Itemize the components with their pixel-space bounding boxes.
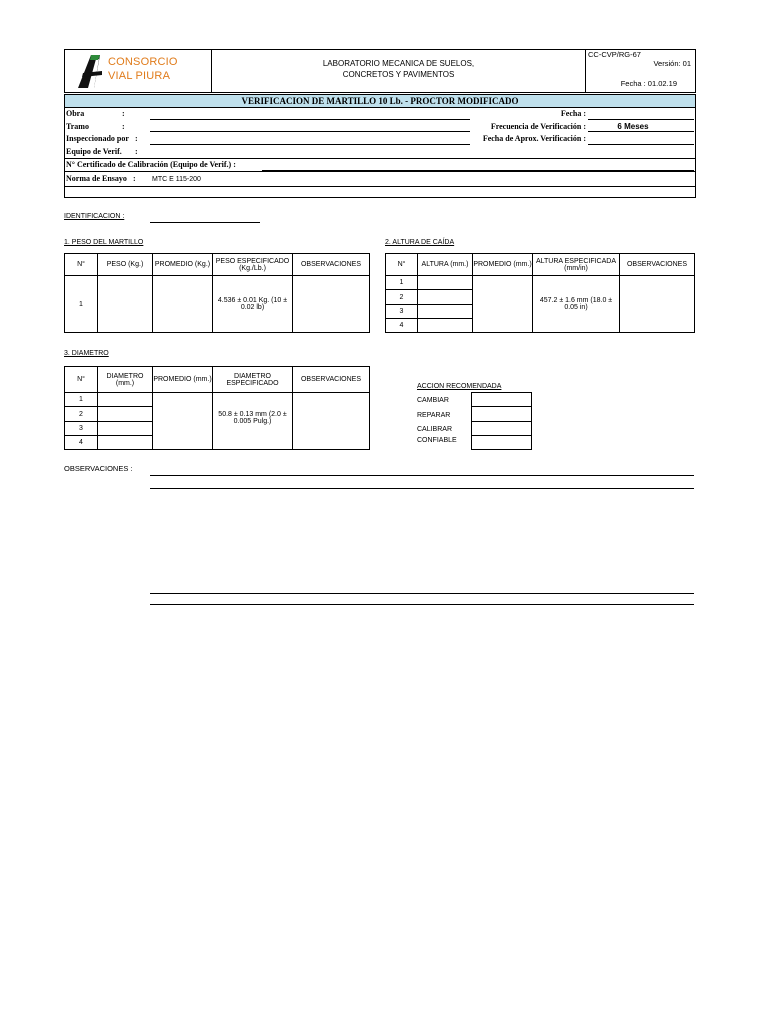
- diametro-value-cell[interactable]: [98, 435, 153, 449]
- diametro-header-diametro: DIAMETRO (mm.): [98, 367, 153, 393]
- observaciones-line[interactable]: [150, 593, 694, 594]
- info-row-line: [64, 186, 695, 187]
- tramo-field[interactable]: [150, 131, 470, 132]
- peso-row-n: 1: [65, 276, 98, 333]
- peso-table: [64, 253, 370, 333]
- altura-row-n: 1: [386, 276, 418, 290]
- altura-header-especificado: ALTURA ESPECIFICADA (mm/in): [533, 254, 620, 276]
- certificado-field[interactable]: [262, 170, 694, 171]
- label-inspeccionado: Inspeccionado por: [66, 134, 129, 143]
- observaciones-line[interactable]: [150, 475, 694, 476]
- altura-observaciones-cell[interactable]: [620, 276, 695, 333]
- peso-header-especificado: PESO ESPECIFICADO (Kg./Lb.): [213, 254, 293, 276]
- road-logo-icon: [74, 53, 108, 89]
- peso-header-observaciones: OBSERVACIONES: [293, 254, 370, 276]
- lab-title-line1: LABORATORIO MECANICA DE SUELOS,: [322, 59, 475, 68]
- norma-value: MTC E 115-200: [152, 176, 201, 183]
- section-altura-title: 2. ALTURA DE CAÍDA: [385, 239, 455, 246]
- altura-header-observaciones: OBSERVACIONES: [620, 254, 695, 276]
- diametro-row-n: 1: [65, 393, 98, 407]
- diametro-row-n: 2: [65, 407, 98, 421]
- observaciones-label: OBSERVACIONES :: [64, 464, 133, 473]
- diametro-row-n: 3: [65, 421, 98, 435]
- lab-title-line2: CONCRETOS Y PAVIMENTOS: [342, 70, 455, 79]
- altura-value-cell[interactable]: [418, 290, 473, 304]
- accion-calibrar-checkbox[interactable]: [472, 421, 532, 435]
- altura-header-promedio: PROMEDIO (mm.): [473, 254, 533, 276]
- altura-row-n: 2: [386, 290, 418, 304]
- accion-reparar-label: REPARAR: [417, 412, 451, 419]
- altura-header-altura: ALTURA (mm.): [418, 254, 473, 276]
- info-row-line: [64, 158, 695, 159]
- peso-observaciones-cell[interactable]: [293, 276, 370, 333]
- label-fecha: Fecha :: [560, 109, 586, 118]
- accion-calibrar-label: CALIBRAR: [417, 426, 453, 433]
- header-divider-right: [585, 49, 586, 92]
- diametro-spec: 50.8 ± 0.13 mm (2.0 ± 0.005 Pulg.): [213, 393, 293, 450]
- altura-row-n: 4: [386, 318, 418, 332]
- identificacion-label: IDENTIFICACION :: [64, 213, 125, 220]
- colon: :: [122, 122, 125, 131]
- altura-spec: 457.2 ± 1.6 mm (18.0 ± 0.05 in): [533, 276, 620, 333]
- identificacion-field[interactable]: [150, 222, 260, 223]
- observaciones-line[interactable]: [150, 604, 694, 605]
- logo-text-consorcio: CONSORCIO: [108, 56, 178, 68]
- diametro-observaciones-cell[interactable]: [293, 393, 370, 450]
- obra-field[interactable]: [150, 119, 470, 120]
- altura-header-n: N°: [386, 254, 418, 276]
- diametro-value-cell[interactable]: [98, 407, 153, 421]
- logo-text-vial-piura: VIAL PIURA: [108, 70, 171, 82]
- accion-cambiar-checkbox[interactable]: [472, 393, 532, 407]
- diametro-promedio-cell[interactable]: [153, 393, 213, 450]
- label-equipo: Equipo de Verif.: [66, 147, 122, 156]
- diametro-header-observaciones: OBSERVACIONES: [293, 367, 370, 393]
- section-peso-title: 1. PESO DEL MARTILLO: [64, 239, 144, 246]
- accion-confiable-label: CONFIABLE: [417, 437, 457, 444]
- accion-cambiar-label: CAMBIAR: [417, 397, 449, 404]
- company-logo: [74, 53, 204, 89]
- label-norma: Norma de Ensayo: [66, 174, 127, 183]
- label-certificado: N° Certificado de Calibración (Equipo de Verif.) :: [66, 160, 236, 169]
- frecuencia-field[interactable]: [588, 131, 694, 132]
- accion-confiable-checkbox[interactable]: [472, 435, 532, 449]
- altura-row-n: 3: [386, 304, 418, 318]
- info-row-line: [64, 171, 695, 172]
- label-fecha-aprox: Fecha de Aprox. Verificación :: [482, 134, 586, 143]
- inspeccionado-field[interactable]: [150, 144, 470, 145]
- fecha-field[interactable]: [588, 119, 694, 120]
- diametro-row-n: 4: [65, 435, 98, 449]
- frecuencia-value: 6 Meses: [617, 122, 649, 131]
- colon: :: [135, 134, 138, 143]
- peso-spec: 4.536 ± 0.01 Kg. (10 ± 0.02 lb): [213, 276, 293, 333]
- doc-code: CC-CVP/RG-67: [588, 50, 641, 59]
- diametro-table: [64, 366, 370, 450]
- peso-header-n: N°: [65, 254, 98, 276]
- altura-value-cell[interactable]: [418, 276, 473, 290]
- accion-checkbox-table: [471, 392, 532, 450]
- altura-value-cell[interactable]: [418, 304, 473, 318]
- diametro-header-especificado: DIAMETRO ESPECIFICADO: [213, 367, 293, 393]
- peso-promedio-cell[interactable]: [153, 276, 213, 333]
- diametro-value-cell[interactable]: [98, 421, 153, 435]
- diametro-header-promedio: PROMEDIO (mm.): [153, 367, 213, 393]
- fecha-aprox-field[interactable]: [588, 144, 694, 145]
- altura-promedio-cell[interactable]: [473, 276, 533, 333]
- colon: :: [122, 109, 125, 118]
- label-obra: Obra: [66, 109, 85, 118]
- accion-reparar-checkbox[interactable]: [472, 407, 532, 421]
- peso-value-cell[interactable]: [98, 276, 153, 333]
- colon: :: [133, 174, 136, 183]
- diametro-header-n: N°: [65, 367, 98, 393]
- form-title: VERIFICACION DE MARTILLO 10 Lb. - PROCTOR MODIFICADO: [65, 95, 695, 108]
- doc-version: Versión: 01: [653, 59, 691, 68]
- lab-title: [212, 58, 585, 80]
- label-tramo: Tramo: [66, 122, 89, 131]
- doc-date: Fecha : 01.02.19: [620, 79, 677, 88]
- diametro-value-cell[interactable]: [98, 393, 153, 407]
- altura-table: [385, 253, 695, 333]
- section-diametro-title: 3. DIAMETRO: [64, 350, 109, 357]
- altura-value-cell[interactable]: [418, 318, 473, 332]
- label-frecuencia: Frecuencia de Verificación :: [490, 122, 586, 131]
- accion-title: ACCION RECOMENDADA: [417, 383, 502, 390]
- peso-header-peso: PESO (Kg.): [98, 254, 153, 276]
- peso-header-promedio: PROMEDIO (Kg.): [153, 254, 213, 276]
- colon: :: [135, 147, 138, 156]
- observaciones-line[interactable]: [150, 488, 694, 489]
